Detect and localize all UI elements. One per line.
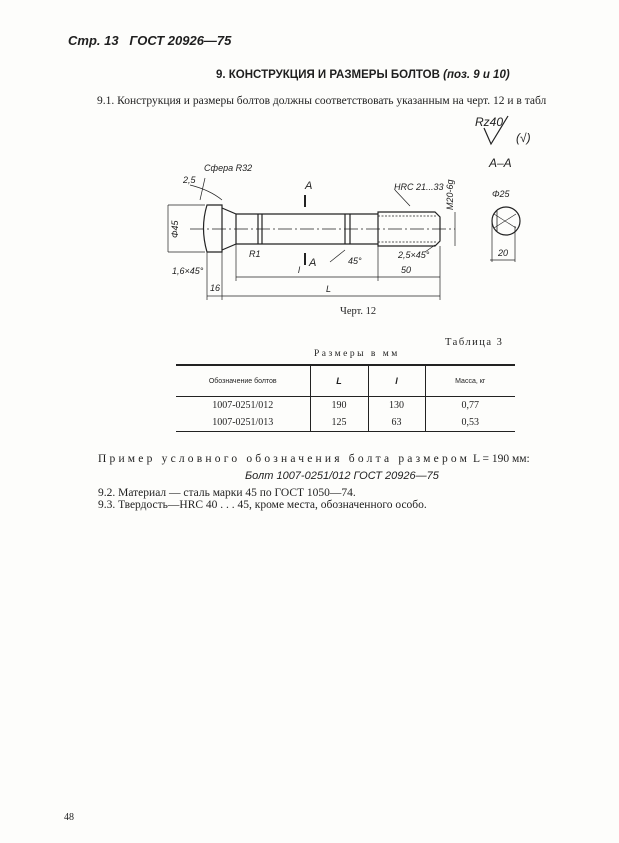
example-lead: Пример условного обозначения болта размером [98,453,471,465]
cell-L: 190 [310,397,368,415]
label-sphere: Сфера R32 [204,163,253,173]
thread-section [378,212,440,246]
section-mark-a-top: А [305,180,313,192]
cell-mass: 0,77 [425,397,515,415]
section-title-main: 9. КОНСТРУКЦИЯ И РАЗМЕРЫ БОЛТОВ [216,69,440,81]
cell-mass: 0,53 [425,414,515,432]
label-angle: 45° [348,256,362,266]
table-3 [176,364,515,432]
label-phi25: Φ25 [492,189,510,199]
section-title-ref: (поз. 9 и 10) [443,69,510,81]
paragraph-9-2: 9.2. Материал — сталь марки 45 по ГОСТ 1050—74. [98,487,356,499]
table-header-row [176,365,515,397]
label-50: 50 [401,265,412,275]
standard-code: ГОСТ 20926—75 [129,33,232,48]
label-l-small: l [298,265,300,275]
cell-l: 130 [368,397,425,415]
drawing-caption: Черт. 12 [340,306,377,317]
table-subtitle: Размеры в мм [314,349,400,359]
example-line [98,453,530,465]
col-mass: Масса, кг [425,365,515,397]
col-designation: Обозначение болтов [176,365,310,397]
paragraph-9-3: 9.3. Твердость—HRC 40 . . . 45, кроме места, обозначенного особо. [98,499,427,511]
label-L: L [326,284,332,294]
page-number: 48 [64,812,74,823]
col-l: l [368,365,425,397]
label-thread: М20-6g [445,179,455,210]
label-2-5: 2,5 [183,175,196,185]
section-label-aa: А–А [489,156,512,170]
bolt-head [204,205,223,252]
col-L: L [310,365,368,397]
label-chamfer-head: 1,6×45° [172,266,204,276]
roughness-value: Rz40 [475,115,504,129]
paragraph-9-1: 9.1. Конструкция и размеры болтов должны соответствовать указанным на черт. 12 и в табл [97,95,547,107]
roughness-paren: (√) [516,131,531,145]
page-label: Стр. 13 [68,33,119,48]
cell-designation: 1007-0251/012 [212,400,274,411]
example-tail: L = 190 мм: [472,453,530,465]
example-designation: Болт 1007-0251/012 ГОСТ 20926—75 [245,470,439,482]
cell-L: 125 [310,414,368,432]
table-row [176,414,515,432]
label-hrc: HRC 21...33 [394,182,444,192]
label-20: 20 [498,248,509,258]
cell-designation: 1007-0251/013 [176,414,310,432]
cell-l: 63 [368,414,425,432]
label-16: 16 [210,283,221,293]
table-row [176,397,515,415]
section-mark-a-bottom: А [309,257,317,269]
label-chamfer-thread: 2,5×45° [398,250,430,260]
label-phi45: Φ45 [170,220,180,238]
section-circle [492,207,520,235]
label-r1: R1 [249,249,261,259]
table-title: Таблица 3 [445,337,504,348]
